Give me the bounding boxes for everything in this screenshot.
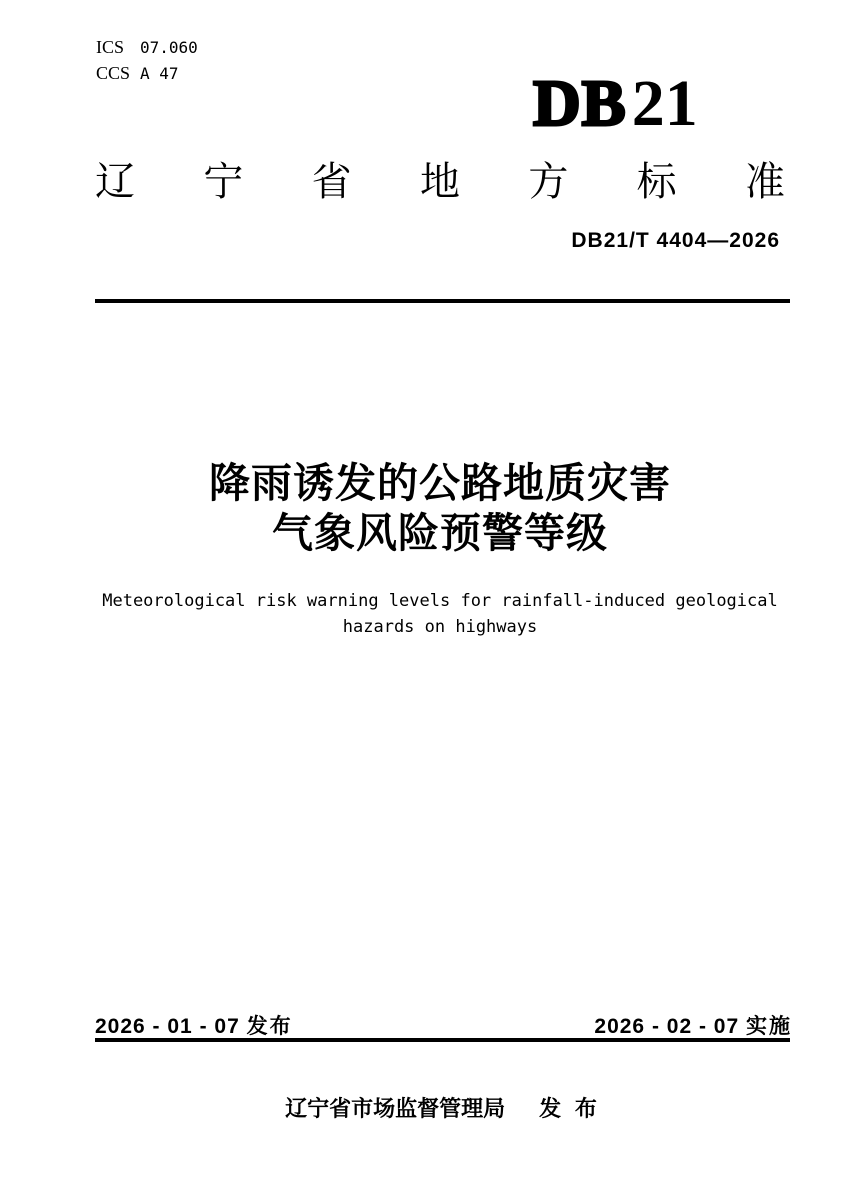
- document-title-line1: 降雨诱发的公路地质灾害: [209, 459, 671, 507]
- document-title-line2: 气象风险预警等级: [272, 509, 608, 557]
- standard-name-char: 准: [744, 159, 785, 205]
- implementation-date: [594, 1010, 792, 1040]
- top-divider-rule: [95, 299, 790, 303]
- document-title-english: Meteorological risk warning levels for rainfall-induced geological hazards on highways: [102, 591, 778, 637]
- ics-label: ICS: [96, 37, 125, 57]
- document-title: [95, 458, 785, 558]
- standard-name-char: 宁: [203, 159, 244, 205]
- ics-code: [96, 34, 198, 60]
- bottom-divider-rule: [95, 1038, 790, 1042]
- standard-name-char: 标: [636, 159, 677, 205]
- standard-name-char: 省: [311, 159, 352, 205]
- implementation-date-value: 2026 - 02 - 07: [594, 1015, 740, 1038]
- publisher-name: 辽宁省市场监督管理局: [285, 1097, 506, 1122]
- ics-value: 07.060: [140, 38, 198, 57]
- db21-logo-db: DB: [533, 67, 627, 140]
- issue-date-value: 2026 - 01 - 07: [95, 1015, 240, 1038]
- classification-codes: [96, 34, 198, 86]
- ccs-value: A 47: [140, 64, 179, 83]
- issue-date: [95, 1010, 293, 1040]
- ccs-label: CCS: [96, 63, 131, 83]
- implementation-date-label: 实施: [746, 1015, 792, 1038]
- publish-label: 发 布: [539, 1097, 600, 1122]
- db21-logo: [533, 67, 698, 140]
- standard-name-char: 方: [528, 159, 569, 205]
- standard-name-char: 辽: [95, 159, 135, 205]
- issue-date-label: 发布: [246, 1015, 293, 1038]
- standard-name: [95, 158, 785, 206]
- db21-logo-number: 21: [631, 67, 698, 140]
- publisher-line: [95, 1092, 790, 1123]
- dates-row: [95, 1010, 792, 1040]
- standard-number: DB21/T 4404—2026: [571, 229, 780, 252]
- ccs-code: [96, 60, 198, 86]
- standard-name-char: 地: [419, 159, 460, 205]
